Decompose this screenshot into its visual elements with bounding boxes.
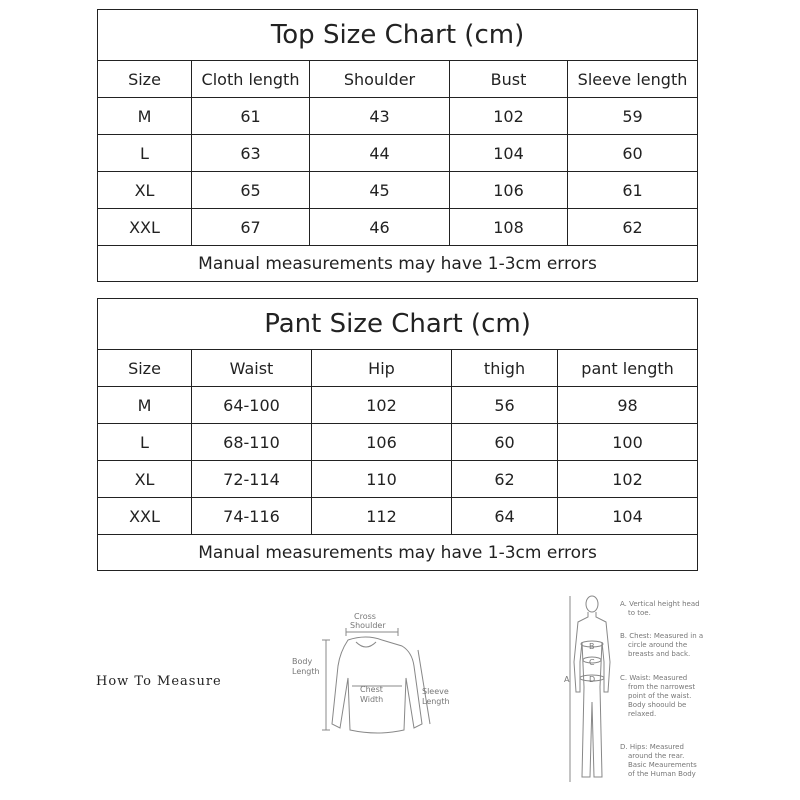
table-cell: 60 [568,135,698,172]
top-size-chart [97,9,698,282]
column-header: Waist [192,350,312,387]
table-cell: 108 [450,209,568,246]
table-cell: 110 [312,461,452,498]
size-cell: M [98,387,192,424]
table-row [98,209,698,246]
column-header: Hip [312,350,452,387]
column-header: Size [98,350,192,387]
table-cell: 62 [568,209,698,246]
table-cell: 61 [192,98,310,135]
column-header: Shoulder [310,61,450,98]
table-cell: 112 [312,498,452,535]
table-cell: 56 [452,387,558,424]
table-cell: 102 [450,98,568,135]
table-cell: 65 [192,172,310,209]
pant-chart-title-row [98,299,698,350]
size-cell: XXL [98,498,192,535]
pant-chart-note-row [98,535,698,571]
top-chart-title: Top Size Chart (cm) [98,10,698,61]
table-cell: 67 [192,209,310,246]
table-cell: 64-100 [192,387,312,424]
table-cell: 44 [310,135,450,172]
top-chart-title-row [98,10,698,61]
pant-chart-title: Pant Size Chart (cm) [98,299,698,350]
table-cell: 64 [452,498,558,535]
table-row [98,172,698,209]
measurement-note: Manual measurements may have 1-3cm errors [98,246,698,282]
table-cell: 102 [558,461,698,498]
how-to-measure-label: How To Measure [96,674,222,689]
size-cell: XL [98,461,192,498]
pant-size-chart [97,298,698,571]
table-row [98,98,698,135]
table-cell: 72-114 [192,461,312,498]
top-chart-header-row [98,61,698,98]
table-cell: 104 [558,498,698,535]
table-row [98,135,698,172]
note-waist: C. Waist: Measured from the narrowest point of the waist. Body shoould be relaxed. [620,674,696,718]
body-letter-c: C [589,658,595,667]
body-letter-b: B [589,642,595,651]
column-header: thigh [452,350,558,387]
body-letter-a: A [564,675,570,684]
table-cell: 104 [450,135,568,172]
table-row [98,498,698,535]
sweater-diagram [290,608,460,748]
body-length-label: Body Length [292,657,320,676]
table-cell: 46 [310,209,450,246]
column-header: Size [98,61,192,98]
column-header: Sleeve length [568,61,698,98]
top-chart-note-row [98,246,698,282]
body-measurement-diagram [560,592,735,792]
pant-chart-header-row [98,350,698,387]
column-header: Bust [450,61,568,98]
table-cell: 45 [310,172,450,209]
table-cell: 63 [192,135,310,172]
table-row [98,387,698,424]
table-cell: 68-110 [192,424,312,461]
table-cell: 61 [568,172,698,209]
column-header: pant length [558,350,698,387]
size-cell: XXL [98,209,192,246]
table-row [98,461,698,498]
sleeve-length-label: Sleeve Length [422,687,450,706]
table-row [98,424,698,461]
size-cell: M [98,98,192,135]
table-cell: 62 [452,461,558,498]
table-cell: 43 [310,98,450,135]
size-cell: XL [98,172,192,209]
measurement-note: Manual measurements may have 1-3cm errors [98,535,698,571]
note-chest: B. Chest: Measured in a circle around the breasts and back. [620,632,704,658]
cross-shoulder-label: Cross Shoulder [350,612,386,630]
table-cell: 59 [568,98,698,135]
column-header: Cloth length [192,61,310,98]
size-cell: L [98,424,192,461]
table-cell: 60 [452,424,558,461]
chest-width-label: Chest Width [360,685,384,704]
table-cell: 106 [450,172,568,209]
table-cell: 74-116 [192,498,312,535]
table-cell: 100 [558,424,698,461]
note-hips: D. Hips: Measured around the rear. Basic Meaurements of the Human Body [620,743,697,778]
size-cell: L [98,135,192,172]
body-letter-d: D [589,675,596,684]
note-vertical-height: A. Vertical height head to toe. [620,600,700,617]
table-cell: 102 [312,387,452,424]
table-cell: 106 [312,424,452,461]
table-cell: 98 [558,387,698,424]
